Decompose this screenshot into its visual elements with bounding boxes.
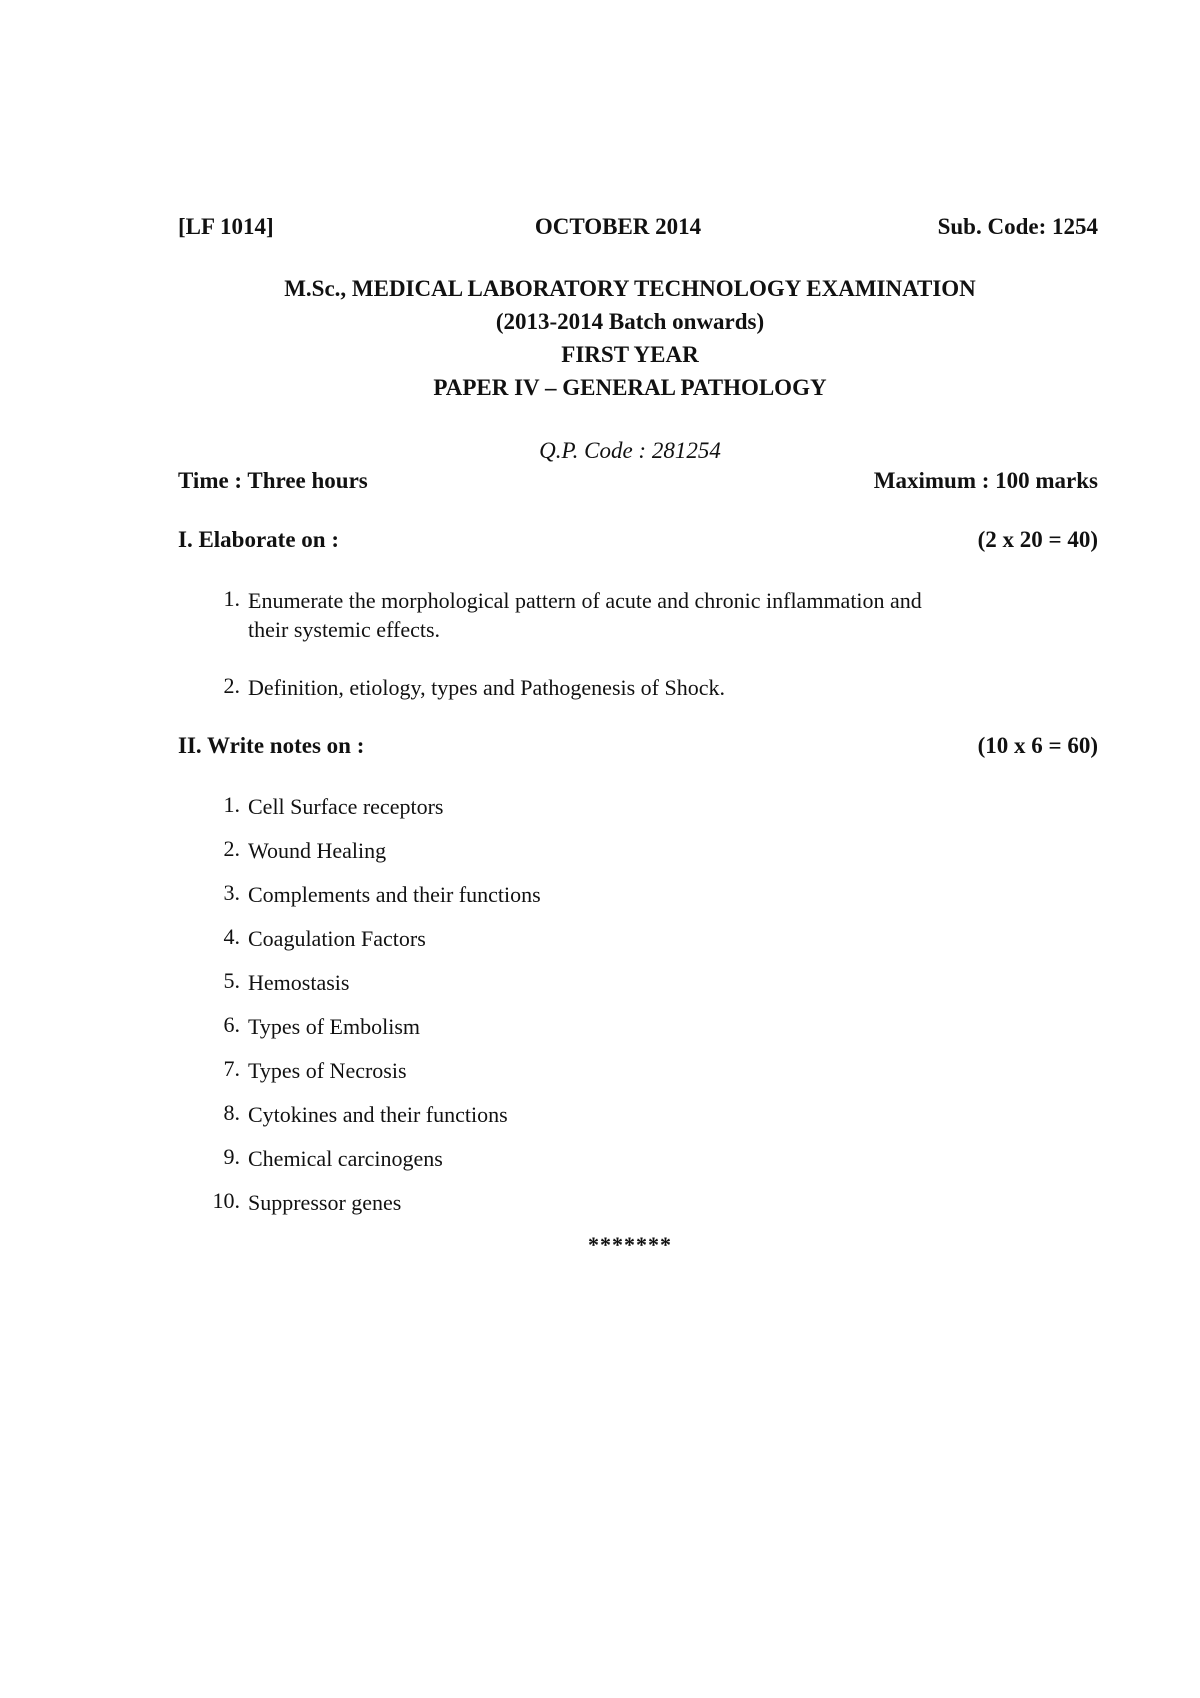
question-number: 1. <box>223 586 240 611</box>
question-text: Chemical carcinogens <box>248 1146 443 1171</box>
question-number: 3. <box>223 880 240 905</box>
question-text: Coagulation Factors <box>248 926 426 951</box>
list-item <box>206 1100 1026 1144</box>
time-marks-row <box>178 468 1098 494</box>
section-2-questions <box>206 792 1026 1232</box>
question-text: Hemostasis <box>248 970 350 995</box>
section-1-questions <box>206 586 1026 731</box>
list-item <box>206 586 1026 644</box>
exam-title-line: M.Sc., MEDICAL LABORATORY TECHNOLOGY EXAMINATION <box>284 276 976 301</box>
exam-title <box>160 272 1100 404</box>
subject-code: Sub. Code: 1254 <box>937 214 1098 239</box>
question-number: 7. <box>223 1056 240 1081</box>
question-text: Cytokines and their functions <box>248 1102 508 1127</box>
list-item <box>206 1056 1026 1100</box>
question-number: 10. <box>212 1188 240 1213</box>
section-1-heading: I. Elaborate on : <box>178 527 339 552</box>
question-number: 9. <box>223 1144 240 1169</box>
question-number: 1. <box>223 792 240 817</box>
list-item <box>206 880 1026 924</box>
qp-code: Q.P. Code : 281254 <box>539 438 721 463</box>
list-item <box>206 968 1026 1012</box>
question-text: Suppressor genes <box>248 1190 402 1215</box>
list-item <box>206 1144 1026 1188</box>
section-2-marks: (10 x 6 = 60) <box>977 733 1098 758</box>
end-marker: ******* <box>588 1232 672 1257</box>
paper-ref: [LF 1014] <box>178 214 274 239</box>
question-text: Types of Embolism <box>248 1014 421 1039</box>
list-item <box>206 1012 1026 1056</box>
question-text: Types of Necrosis <box>248 1058 407 1083</box>
question-text: Cell Surface receptors <box>248 794 444 819</box>
question-number: 5. <box>223 968 240 993</box>
question-text: Complements and their functions <box>248 882 541 907</box>
question-number: 6. <box>223 1012 240 1037</box>
header-row <box>178 214 1098 240</box>
question-number: 8. <box>223 1100 240 1125</box>
question-number: 2. <box>223 673 240 698</box>
year-line: FIRST YEAR <box>561 342 699 367</box>
maximum-marks: Maximum : 100 marks <box>873 468 1098 493</box>
time-allowed: Time : Three hours <box>178 468 368 493</box>
section-2-heading: II. Write notes on : <box>178 733 365 758</box>
list-item <box>206 673 1026 702</box>
list-item <box>206 792 1026 836</box>
section-1-header <box>178 527 1098 553</box>
paper-line: PAPER IV – GENERAL PATHOLOGY <box>433 375 827 400</box>
section-2-header <box>178 733 1098 759</box>
question-text: Enumerate the morphological pattern of acute and chronic inflammation and their systemic effects. <box>248 588 922 642</box>
list-item <box>206 924 1026 968</box>
question-number: 4. <box>223 924 240 949</box>
section-1-marks: (2 x 20 = 40) <box>977 527 1098 552</box>
question-text: Wound Healing <box>248 838 387 863</box>
exam-month-year: OCTOBER 2014 <box>534 214 702 239</box>
list-item <box>206 836 1026 880</box>
question-text: Definition, etiology, types and Pathogenesis of Shock. <box>248 675 726 700</box>
list-item <box>206 1188 1026 1232</box>
question-number: 2. <box>223 836 240 861</box>
batch-line: (2013-2014 Batch onwards) <box>495 309 765 334</box>
